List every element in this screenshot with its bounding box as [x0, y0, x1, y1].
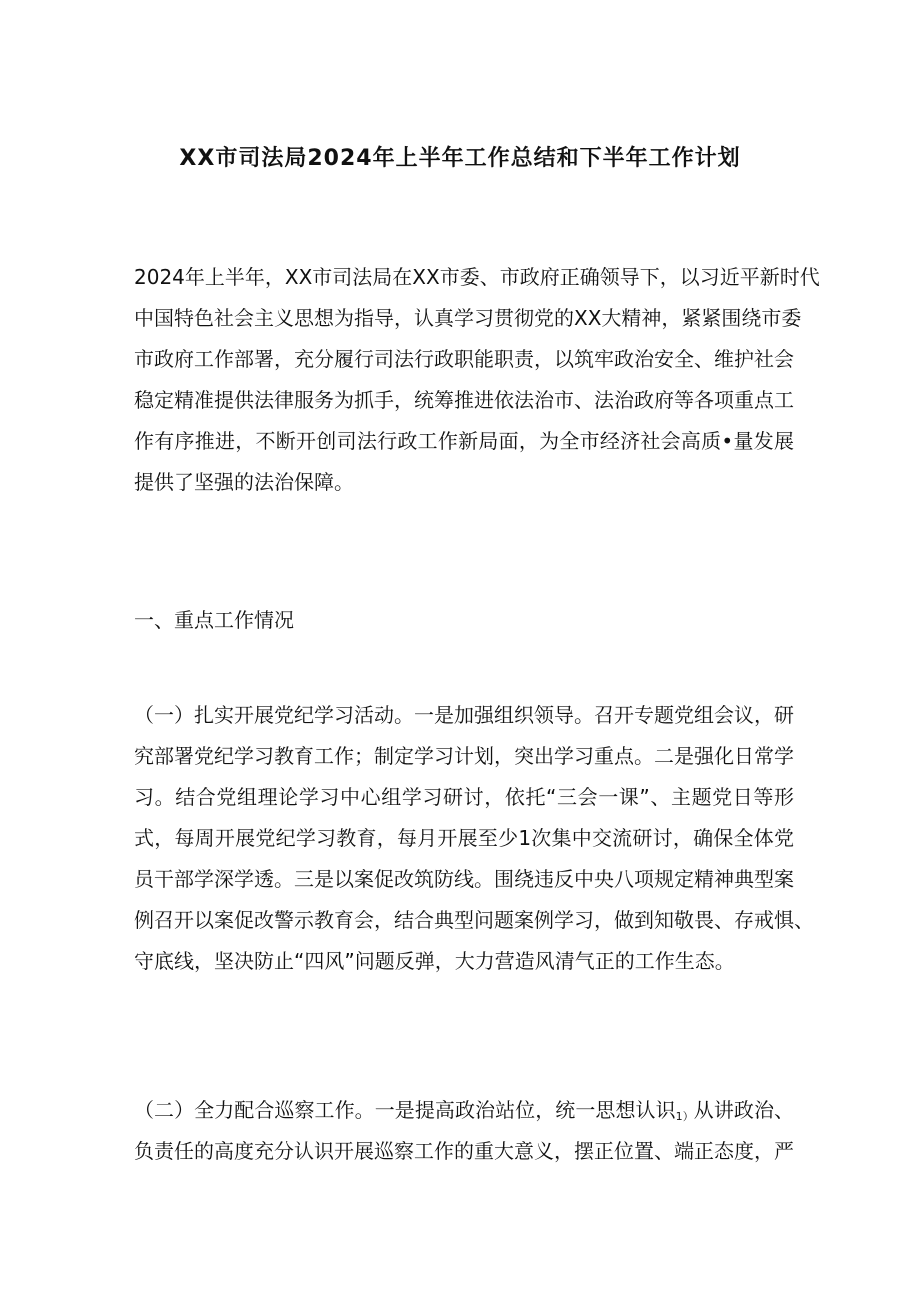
line-text: （二）全力配合巡察工作。一是提高政治站位，统一思想认识 [134, 1098, 676, 1122]
paragraph-line: 守底线，坚决防止“四风”问题反弹，大力营造风清气正的工作生态。 [134, 949, 735, 973]
paragraph-line: 员干部学深学透。三是以案促改筑防线。围绕违反中央八项规定精神典型案 [134, 867, 794, 891]
ocr-mark: 1） [675, 1110, 694, 1123]
paragraph-line: 提供了坚强的法治保障。 [134, 470, 354, 494]
paragraph-line: 式，每周开展党纪学习教育，每月开展至少1次集中交流研讨，确保全体党 [134, 826, 794, 850]
paragraph-line [134, 1090, 794, 1131]
item-one-paragraph [134, 695, 814, 982]
paragraph-line: 作有序推进，不断开创司法行政工作新局面，为全市经济社会高质•量发展 [134, 429, 794, 453]
line-text: 从讲政治、 [693, 1098, 795, 1122]
paragraph-line: （一）扎实开展党纪学习活动。一是加强组织领导。召开专题党组会议，研 [134, 703, 794, 727]
paragraph-line: 习。结合党组理论学习中心组学习研讨，依托“三会一课”、主题党日等形 [134, 785, 794, 809]
paragraph-line: 中国特色社会主义思想为指导，认真学习贯彻党的XX大精神，紧紧围绕市委 [134, 306, 802, 330]
document-title: XX市司法局2024年上半年工作总结和下半年工作计划 [179, 146, 741, 171]
paragraph-line: 市政府工作部署，充分履行司法行政职能职责，以筑牢政治安全、维护社会 [134, 347, 794, 371]
paragraph-line: 稳定精准提供法律服务为抓手，统筹推进依法治市、法治政府等各项重点工 [134, 388, 794, 412]
paragraph-line: 负责任的高度充分认识开展巡察工作的重大意义，摆正位置、端正态度，严 [134, 1139, 794, 1163]
intro-paragraph [134, 257, 820, 503]
item-two-paragraph [134, 1090, 794, 1172]
paragraph-line: 例召开以案促改警示教育会，结合典型问题案例学习，做到知敬畏、存戒惧、 [134, 908, 814, 932]
section-heading: 一、重点工作情况 [134, 608, 294, 632]
paragraph-line: 2024年上半年，XX市司法局在XX市委、市政府正确领导下，以习近平新时代 [134, 265, 820, 289]
paragraph-line: 究部署党纪学习教育工作；制定学习计划，突出学习重点。二是强化日常学 [134, 744, 794, 768]
